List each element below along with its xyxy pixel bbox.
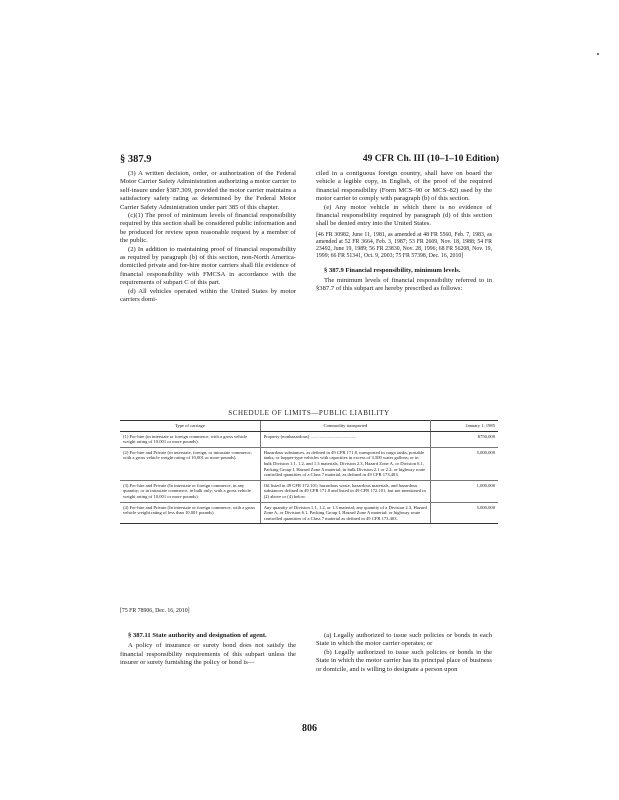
table-cell: Any quantity of Division 1.1, 1.2, or 1.3 material; any quantity of a Division 2.3, Hazard Zone A, or Division 6.1, Packing Group I, Hazard Zone A material; or highway route controlled quantities of a Class 7 material as defined in 49 CFR 173.403. [260, 502, 430, 524]
source-note: [46 FR 30982, June 11, 1981, as amended at 48 FR 5560, Feb. 7, 1983, as amended at 52 FR 3664, Feb. 3, 1987; 53 FR 2609, Nov. 18, 1988; 54 FR 23492, June 19, 1989; 56 FR 23830, Nov. 28, 1996; 68 FR 56208, Nov. 19, 1999; 66 FR 51341, Oct. 9, 2003; 75 FR 57398, Dec. 16, 2010] [316, 231, 492, 260]
table-cell: (3) For-hire and Private (In interstate or foreign commerce, in any quantity; or in intrastate commerce, in bulk only; with a gross vehicle weight rating of 10,001 or more pounds). [120, 480, 260, 502]
table-row [120, 480, 498, 502]
schedule-table [120, 420, 498, 524]
running-title: 49 CFR Ch. III (10–1–10 Edition) [362, 154, 499, 164]
table-cell: (1) For-hire (in interstate or foreign commerce, with a gross vehicle weight rating of 10,001 or more pounds). [120, 431, 260, 447]
page-number: 806 [302, 723, 317, 734]
paragraph: (c)(1) The proof of minimum levels of financial responsibility required by this section shall be considered public information and be produced for review upon reasonable request by a member of the public. [120, 212, 296, 245]
column-right-bottom [316, 632, 492, 674]
paragraph: (3) A written decision, order, or authorization of the Federal Motor Carrier Safety Administration authorizing a motor carrier to self-insure under §387.309, provided the motor carrier maintains a satisfactory safety rating as determined by the Federal Motor Carrier Safety Administration under part 385 of this chapter. [120, 170, 296, 211]
column-right-top [316, 170, 492, 294]
paragraph: ciled in a contiguous foreign country, shall have on board the vehicle a legible copy, in English, of the proof of the required financial responsibility (Form MCS–90 or MCS–82) used by the motor carrier to comply with paragraph (b) of this section. [316, 170, 492, 203]
scan-speck [597, 53, 599, 55]
table-cell: Property (nonhazardous) ........................................ [260, 431, 430, 447]
table-cell: Oil listed in 49 CFR 172.101; hazardous waste, hazardous materials, and hazardous substances defined in 49 CFR 171.8 and listed in 49 CFR 172.101, but not mentioned in (2) above or (4) below. [260, 480, 430, 502]
table-cell: 5,000,000 [431, 447, 498, 480]
table-cell: 1,000,000 [431, 480, 498, 502]
paragraph: The minimum levels of financial responsibility referred to in §387.7 of this subpart are hereby prescribed as follows: [316, 277, 492, 293]
table-row [120, 431, 498, 447]
table-cell: (2) For-hire and Private (in interstate, foreign, or intrastate commerce, with a gross vehicle weight rating of 10,001 or more pounds). [120, 447, 260, 480]
section-header: § 387.9 [120, 154, 152, 165]
column-header: January 1, 1985 [431, 421, 498, 432]
section-heading: § 387.9 Financial responsibility, minimum levels. [324, 266, 461, 274]
column-header: Commodity transported [260, 421, 430, 432]
section-heading: § 387.11 State authority and designation of agent. [128, 632, 267, 639]
column-header: Type of carriage [120, 421, 260, 432]
paragraph: (e) Any motor vehicle in which there is no evidence of financial responsibility required by paragraph (d) of this section shall be denied entry into the United States. [316, 203, 492, 228]
table-cell: $750,000 [431, 431, 498, 447]
table-row [120, 502, 498, 524]
paragraph: A policy of insurance or surety bond does not satisfy the financial responsibility requirements of this subpart unless the insurer or surety furnishing the policy or bond is— [120, 642, 296, 667]
schedule-title: SCHEDULE OF LIMITS—PUBLIC LIABILITY [228, 409, 390, 417]
table-source-note: [75 FR 78906, Dec. 16, 2010] [120, 608, 190, 614]
column-left-top [120, 170, 296, 305]
table-row [120, 447, 498, 480]
paragraph: (b) Legally authorized to issue such policies or bonds in the State in which the motor carrier has its principal place of business or domicile, and is willing to designate a person upon [316, 648, 492, 673]
column-left-bottom [120, 632, 296, 668]
table-cell: Hazardous substances, as defined in 49 CFR 171.8, transported in cargo tanks, portable tanks, or hopper-type vehicles with capacities in excess of 3,500 water gallons; or in bulk Division 1.1, 1.2, and 1.3 materials, Division 2.3, Hazard Zone A, or Division 6.1, Packing Group I, Hazard Zone A material; in bulk Division 2.1 or 2.2; or highway route controlled quantities of a Class 7 material, as defined in 49 CFR 173.403. [260, 447, 430, 480]
paragraph: (2) In addition to maintaining proof of financial responsibility as required by paragraph (b) of this section, non-North America-domiciled private and for-hire motor carriers shall file evidence of financial responsibility with FMCSA in accordance with the requirements of subpart C of this part. [120, 245, 296, 287]
paragraph: (a) Legally authorized to issue such policies or bonds in each State in which the motor carrier operates; or [316, 632, 492, 648]
table-cell: (4) For-hire and Private (In interstate or foreign commerce, with a gross vehicle weight rating of less than 10,001 pounds). [120, 502, 260, 524]
paragraph: (d) All vehicles operated within the United States by motor carriers domi- [120, 287, 296, 304]
table-cell: 5,000,000 [431, 502, 498, 524]
